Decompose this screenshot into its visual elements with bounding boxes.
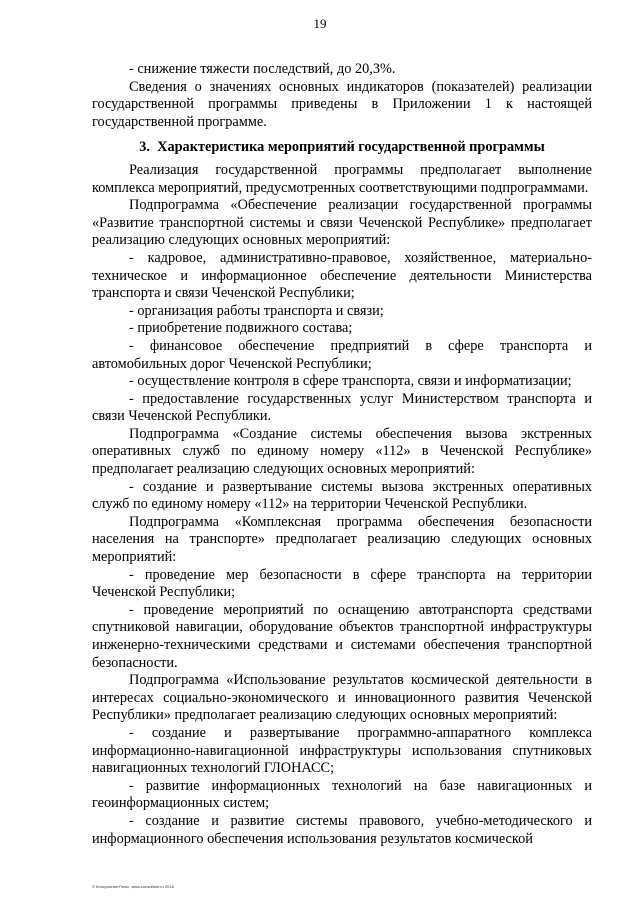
paragraph: - создание и развитие системы правового, учебно-методического и информационного обеспечения использования результатов космической [92, 812, 592, 847]
paragraph: - создание и развертывание программно-аппаратного комплекса информационно-навигационной инфраструктуры использования спутниковых навигационных технологий ГЛОНАСС; [92, 724, 592, 777]
paragraph: - проведение мер безопасности в сфере транспорта на территории Чеченской Республики; [92, 566, 592, 601]
paragraph: Подпрограмма «Создание системы обеспечения вызова экстренных оперативных служб по единому номеру «112» в Чеченской Республике» предполагает реализацию следующих основных мероприятий: [92, 425, 592, 478]
paragraph: - кадровое, административно-правовое, хозяйственное, материально-техническое и информационное обеспечение деятельности Министерства транспорта и связи Чеченской Республики; [92, 249, 592, 302]
section-body [92, 162, 592, 848]
paragraph: Подпрограмма «Использование результатов космической деятельности в интересах социально-экономического и инновационного развития Чеченской Республики» предполагает реализацию следующих основных мероприятий: [92, 672, 592, 724]
paragraph: Сведения о значениях основных индикаторов (показателей) реализации государственной программы приведены в Приложении 1 к настоящей государственной программе. [92, 78, 592, 130]
paragraph: - проведение мероприятий по оснащению автотранспорта средствами спутниковой навигации, оборудование объектов транспортной инфраструктуры инженерно-техническими средствами и системами обеспечения транспортной безопасности. [92, 601, 592, 671]
section-heading: 3. Характеристика мероприятий государственной программы [139, 139, 545, 156]
paragraph: - снижение тяжести последствий, до 20,3%. [129, 61, 396, 77]
paragraph: - организация работы транспорта и связи; [129, 302, 384, 319]
paragraph: - развитие информационных технологий на базе навигационных и геоинформационных систем; [92, 777, 592, 812]
paragraph: Подпрограмма «Обеспечение реализации государственной программы «Развитие транспортной системы и связи Чеченской Республике» предполагает реализацию следующих основных мероприятий: [92, 197, 592, 249]
paragraph: - предоставление государственных услуг Министерством транспорта и связи Чеченской Республики. [92, 390, 592, 425]
paragraph: - приобретение подвижного состава; [129, 320, 353, 337]
paragraph: Реализация государственной программы предполагает выполнение комплекса мероприятий, предусмотренных соответствующими подпрограммами. [92, 161, 592, 196]
paragraph: - финансовое обеспечение предприятий в сфере транспорта и автомобильных дорог Чеченской Республики; [92, 337, 592, 372]
paragraph: - осуществление контроля в сфере транспорта, связи и информатизации; [129, 373, 572, 390]
paragraph: - создание и развертывание системы вызова экстренных оперативных служб по единому номеру «112» на территории Чеченской Республики. [92, 478, 592, 513]
document-body [92, 61, 592, 848]
paragraph: Подпрограмма «Комплексная программа обеспечения безопасности населения на транспорте» предполагает реализацию следующих основных мероприятий: [92, 513, 592, 566]
page-number: 19 [313, 16, 327, 31]
pre-heading-block [92, 61, 592, 131]
footer-watermark: © КонсультантПлюс, www.consultant.ru 2016 [92, 884, 174, 889]
